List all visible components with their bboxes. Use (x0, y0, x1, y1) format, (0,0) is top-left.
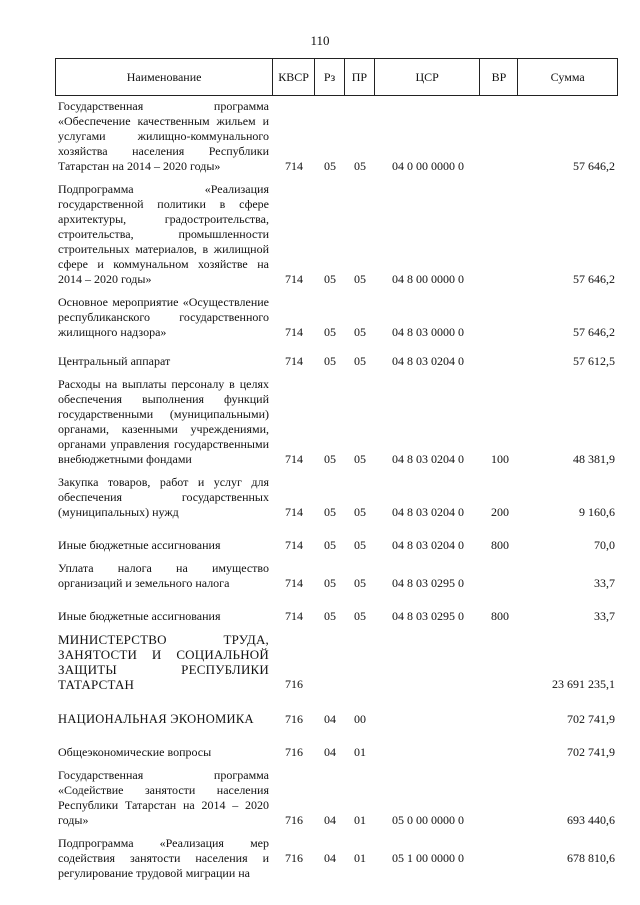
row-rz: 05 (324, 576, 336, 590)
row-name: Закупка товаров, работ и услуг для обеспечения государственных (муниципальных) нужд (58, 475, 269, 519)
row-csr: 04 8 00 0000 0 (392, 272, 464, 286)
header-rz: Рз (315, 59, 345, 95)
row-pr: 01 (354, 813, 366, 827)
row-pr: 05 (354, 452, 366, 466)
row-kvsr: 716 (285, 677, 303, 691)
row-sum: 702 741,9 (567, 712, 615, 726)
row-csr: 04 8 03 0204 0 (392, 354, 464, 368)
row-sum: 57 646,2 (573, 272, 615, 286)
table-row (55, 538, 618, 553)
row-csr: 04 8 03 0295 0 (392, 576, 464, 590)
row-kvsr: 716 (285, 851, 303, 865)
row-kvsr: 714 (285, 576, 303, 590)
row-name: Государственная программа «Содействие занятости населения Республики Татарстан на 2014 – 2020 годы» (58, 768, 269, 827)
row-pr: 00 (354, 712, 366, 726)
row-kvsr: 714 (285, 538, 303, 552)
row-name: Иные бюджетные ассигнования (58, 609, 221, 623)
row-kvsr: 714 (285, 609, 303, 623)
row-pr: 05 (354, 576, 366, 590)
row-sum: 693 440,6 (567, 813, 615, 827)
row-csr: 04 8 03 0000 0 (392, 325, 464, 339)
header-csr: ЦСР (375, 59, 481, 95)
row-pr: 01 (354, 745, 366, 759)
row-csr: 04 8 03 0295 0 (392, 609, 464, 623)
row-kvsr: 714 (285, 354, 303, 368)
table-row (55, 475, 618, 520)
row-rz: 04 (324, 745, 336, 759)
row-sum: 678 810,6 (567, 851, 615, 865)
row-name: Иные бюджетные ассигнования (58, 538, 221, 552)
row-name: Основное мероприятие «Осуществление республиканского государственного жилищного надзора» (58, 295, 269, 339)
row-kvsr: 716 (285, 813, 303, 827)
row-rz: 05 (324, 609, 336, 623)
header-kvsr: КВСР (273, 59, 315, 95)
table-row (55, 99, 618, 174)
table-row (55, 377, 618, 467)
row-name: Государственная программа «Обеспечение качественным жильем и услугами жилищно-коммунального хозяйства населения Республики Татарстан на 2014 – 2020 годы» (58, 99, 269, 173)
row-sum: 9 160,6 (579, 505, 615, 519)
table-row (55, 354, 618, 369)
table-row (55, 768, 618, 828)
row-sum: 57 612,5 (573, 354, 615, 368)
row-vr: 800 (491, 538, 509, 552)
table-row (55, 836, 618, 881)
row-name: Центральный аппарат (58, 354, 171, 368)
row-csr: 04 8 03 0204 0 (392, 538, 464, 552)
row-kvsr: 716 (285, 712, 303, 726)
row-vr: 200 (491, 505, 509, 519)
row-rz: 05 (324, 159, 336, 173)
table-row (55, 182, 618, 287)
row-pr: 05 (354, 505, 366, 519)
row-csr: 04 0 00 0000 0 (392, 159, 464, 173)
row-sum: 70,0 (594, 538, 615, 552)
row-sum: 33,7 (594, 609, 615, 623)
row-rz: 05 (324, 354, 336, 368)
header-vr: ВР (480, 59, 518, 95)
table-body (55, 99, 618, 889)
row-rz: 04 (324, 813, 336, 827)
header-pr: ПР (345, 59, 375, 95)
row-sum: 702 741,9 (567, 745, 615, 759)
row-name: Подпрограмма «Реализация мер содействия занятости населения и регулирование трудовой миграции на (58, 836, 269, 880)
row-kvsr: 714 (285, 452, 303, 466)
row-name: НАЦИОНАЛЬНАЯ ЭКОНОМИКА (58, 712, 254, 726)
row-rz: 05 (324, 505, 336, 519)
row-rz: 05 (324, 452, 336, 466)
row-sum: 48 381,9 (573, 452, 615, 466)
table-row (55, 295, 618, 340)
header-sum: Сумма (550, 69, 585, 84)
row-pr: 05 (354, 325, 366, 339)
row-sum: 33,7 (594, 576, 615, 590)
row-pr: 01 (354, 851, 366, 865)
row-rz: 05 (324, 538, 336, 552)
row-pr: 05 (354, 272, 366, 286)
row-kvsr: 714 (285, 159, 303, 173)
row-csr: 05 0 00 0000 0 (392, 813, 464, 827)
row-kvsr: 716 (285, 745, 303, 759)
row-pr: 05 (354, 609, 366, 623)
row-csr: 04 8 03 0204 0 (392, 452, 464, 466)
row-pr: 05 (354, 538, 366, 552)
table-row (55, 632, 618, 692)
row-name: Уплата налога на имущество организаций и земельного налога (58, 561, 269, 590)
row-csr: 04 8 03 0204 0 (392, 505, 464, 519)
row-rz: 04 (324, 712, 336, 726)
row-name: Расходы на выплаты персоналу в целях обеспечения выполнения функций государственными (муниципальными) органами, казенными учреждениями, органами управления государственными внебюджетными фондами (58, 377, 269, 466)
header-name: Наименование (56, 59, 273, 95)
table-row (55, 609, 618, 624)
row-sum: 57 646,2 (573, 325, 615, 339)
row-rz: 05 (324, 325, 336, 339)
row-kvsr: 714 (285, 505, 303, 519)
table-row (55, 745, 618, 760)
row-pr: 05 (354, 159, 366, 173)
table-header (55, 58, 618, 96)
row-vr: 100 (491, 452, 509, 466)
row-vr: 800 (491, 609, 509, 623)
row-sum: 57 646,2 (573, 159, 615, 173)
row-rz: 04 (324, 851, 336, 865)
table-row (55, 561, 618, 591)
row-kvsr: 714 (285, 272, 303, 286)
row-name: Подпрограмма «Реализация государственной политики в сфере архитектуры, градостроительства, строительства, промышленности строительных материалов, в жилищной сфере и коммунальном хозяйстве на 2014 – 2020 годы» (58, 182, 269, 286)
row-csr: 05 1 00 0000 0 (392, 851, 464, 865)
page-number: 110 (310, 33, 330, 48)
table-row (55, 712, 618, 727)
row-sum: 23 691 235,1 (552, 677, 615, 691)
row-name: МИНИСТЕРСТВО ТРУДА, ЗАНЯТОСТИ И СОЦИАЛЬНОЙ ЗАЩИТЫ РЕСПУБЛИКИ ТАТАРСТАН (58, 632, 269, 692)
row-kvsr: 714 (285, 325, 303, 339)
row-pr: 05 (354, 354, 366, 368)
row-name: Общеэкономические вопросы (58, 745, 212, 759)
row-rz: 05 (324, 272, 336, 286)
